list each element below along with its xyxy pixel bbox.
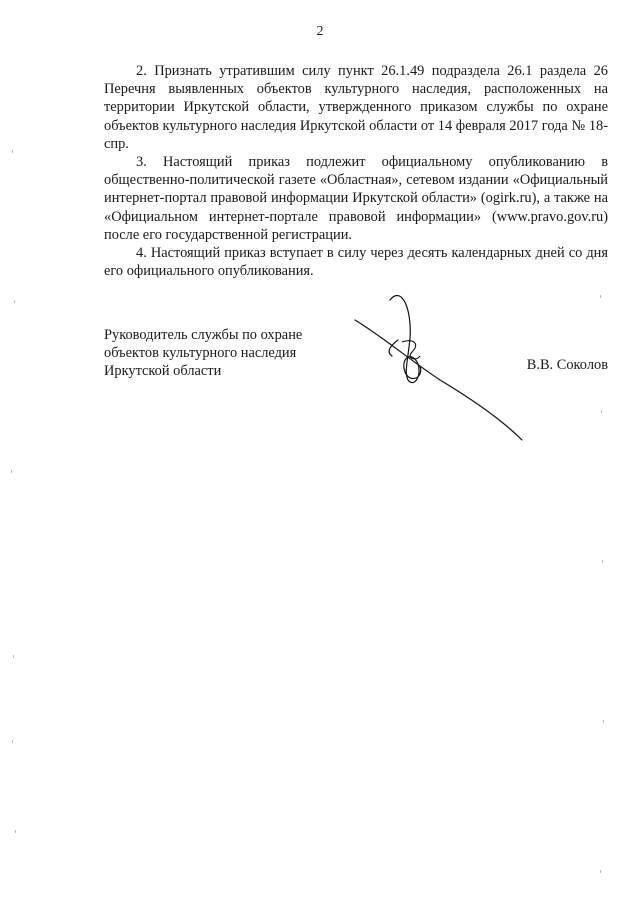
paragraph-4: 4. Настоящий приказ вступает в силу через десять календарных дней со дня его официального опубликования. xyxy=(104,245,608,280)
signer-title-line-2: объектов культурного наследия xyxy=(104,345,297,361)
signer-name: В.В. Соколов xyxy=(526,357,608,373)
signature-block xyxy=(104,326,608,380)
paragraph-2: 2. Признать утратившим силу пункт 26.1.49 подраздела 26.1 раздела 26 Перечня выявленных объектов культурного наследия, расположенных на территории Иркутской области, утвержденного приказом службы по охране объектов культурного наследия Иркутской области от 14 февраля 2017 года № 18-спр. xyxy=(104,63,608,152)
paragraph-3: 3. Настоящий приказ подлежит официальному опубликованию в общественно-политической газете «Областная», сетевом издании «Официальный интернет-портал правовой информации Иркутской области» (ogirk.ru), а также на «Официальном интернет-портале правовой информации» (www.pravo.gov.ru) после его государственной регистрации. xyxy=(104,154,608,243)
signer-title-line-1: Руководитель службы по охране xyxy=(104,327,303,343)
document-body xyxy=(104,62,608,280)
page-number: 2 xyxy=(316,24,324,39)
signer-title-line-3: Иркутской области xyxy=(104,363,222,379)
